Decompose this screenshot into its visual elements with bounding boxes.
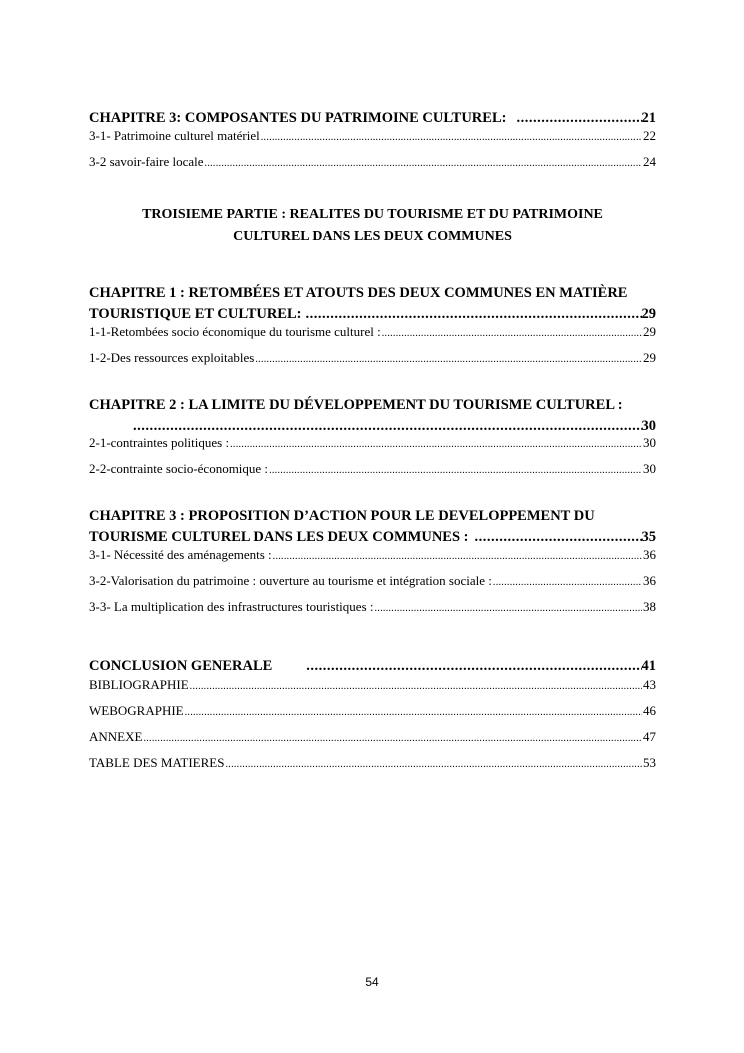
toc-entry-label: 3-1- Patrimoine culturel matériel: [89, 128, 260, 143]
toc-entry-page: 46: [643, 703, 656, 718]
toc-chapter-heading: [89, 506, 656, 548]
toc-chapter-line: [89, 304, 656, 325]
toc-chapter-line: [89, 656, 656, 677]
part-title-line: TROISIEME PARTIE : REALITES DU TOURISME ET DU PATRIMOINE: [142, 207, 603, 222]
toc-entry[interactable]: [89, 323, 656, 343]
toc-entry-page: 24: [643, 154, 656, 169]
toc-entry-label: TABLE DES MATIERES: [89, 755, 225, 770]
toc-chapter-title: CHAPITRE 3 : PROPOSITION D’ACTION POUR LE DEVELOPPEMENT DU: [89, 508, 595, 524]
toc-chapter-heading: [89, 395, 656, 437]
toc-entry[interactable]: [89, 676, 656, 696]
toc-chapter-title: CHAPITRE 2 : LA LIMITE DU DÉVELOPPEMENT DU TOURISME CULTUREL :: [89, 397, 623, 413]
toc-dot-leader: [375, 600, 643, 618]
toc-entry-label: 3-2-Valorisation du patrimoine : ouverture au tourisme et intégration sociale :: [89, 573, 492, 588]
toc-entry-label: 2-1-contraintes politiques :: [89, 435, 230, 450]
toc-dot-leader: [269, 462, 642, 480]
toc-entry-label: 3-3- La multiplication des infrastructures touristiques :: [89, 599, 374, 614]
toc-dot-leader: [143, 730, 642, 748]
toc-dot-leader: [190, 678, 642, 696]
toc-entry[interactable]: [89, 598, 656, 618]
toc-chapter-heading: [89, 656, 656, 677]
toc-entry[interactable]: [89, 754, 656, 774]
toc-entry-label: BIBLIOGRAPHIE: [89, 677, 189, 692]
toc-chapter-title-cont: TOURISTIQUE ET CULTUREL:: [89, 306, 302, 322]
toc-chapter-page: 41: [641, 658, 656, 674]
toc-entry-page: 36: [643, 547, 656, 562]
toc-dot-leader: [225, 756, 642, 774]
toc-entry[interactable]: [89, 127, 656, 147]
toc-entry-label: 3-2 savoir-faire locale: [89, 154, 204, 169]
toc-entry-page: 29: [643, 324, 656, 339]
toc-dot-leader: [261, 129, 642, 147]
toc-chapter-heading: [89, 108, 656, 129]
toc-chapter-line: [89, 527, 656, 548]
toc-entry[interactable]: [89, 546, 656, 566]
page-number: 54: [365, 975, 379, 989]
toc-chapter-page: 21: [641, 110, 656, 126]
part-title-line: CULTUREL DANS LES DEUX COMMUNES: [233, 229, 512, 244]
toc-dot-leader: [205, 155, 642, 173]
toc-entry-page: 22: [643, 128, 656, 143]
toc-dot-leader: [185, 704, 642, 722]
toc-entry[interactable]: [89, 460, 656, 480]
toc-chapter-title-cont: TOURISME CULTUREL DANS LES DEUX COMMUNES :: [89, 529, 469, 545]
toc-dot-leader: [305, 304, 641, 325]
toc-entry-page: 30: [643, 435, 656, 450]
toc-entry-page: 36: [643, 573, 656, 588]
toc-chapter-title: CONCLUSION GENERALE: [89, 658, 273, 674]
toc-dot-leader: [230, 436, 642, 454]
toc-entry-page: 30: [643, 461, 656, 476]
toc-dot-leader: [382, 325, 642, 343]
toc-dot-leader: [493, 574, 642, 592]
toc-entry[interactable]: [89, 434, 656, 454]
toc-entry[interactable]: [89, 153, 656, 173]
toc-entry-label: ANNEXE: [89, 729, 143, 744]
toc-chapter-page: 35: [641, 529, 656, 545]
toc-dot-leader: [516, 108, 641, 129]
toc-entry-label: 3-1- Nécessité des aménagements :: [89, 547, 272, 562]
toc-chapter-page: 29: [641, 306, 656, 322]
toc-chapter-line: [89, 108, 656, 129]
toc-chapter-page: 30: [641, 418, 656, 434]
toc-entry[interactable]: [89, 572, 656, 592]
toc-entry[interactable]: [89, 349, 656, 369]
toc-entry[interactable]: [89, 702, 656, 722]
toc-entry-label: 1-1-Retombées socio économique du tourisme culturel :: [89, 324, 381, 339]
part-title: [89, 204, 656, 248]
toc-entry[interactable]: [89, 728, 656, 748]
toc-dot-leader: [273, 548, 642, 566]
toc-dot-leader: [306, 656, 641, 677]
toc-entry-label: 1-2-Des ressources exploitables: [89, 350, 255, 365]
toc-entry-page: 29: [643, 350, 656, 365]
toc-chapter-title: CHAPITRE 1 : RETOMBÉES ET ATOUTS DES DEUX COMMUNES EN MATIÈRE: [89, 285, 628, 301]
toc-chapter-heading: [89, 283, 656, 325]
toc-dot-leader: [475, 527, 642, 548]
toc-entry-page: 38: [643, 599, 656, 614]
toc-entry-page: 43: [643, 677, 656, 692]
toc-chapter-title: CHAPITRE 3: COMPOSANTES DU PATRIMOINE CULTUREL:: [89, 110, 507, 126]
toc-dot-leader: [255, 351, 642, 369]
toc-entry-label: WEBOGRAPHIE: [89, 703, 184, 718]
toc-entry-page: 53: [643, 755, 656, 770]
toc-entry-label: 2-2-contrainte socio-économique :: [89, 461, 269, 476]
toc-entry-page: 47: [643, 729, 656, 744]
